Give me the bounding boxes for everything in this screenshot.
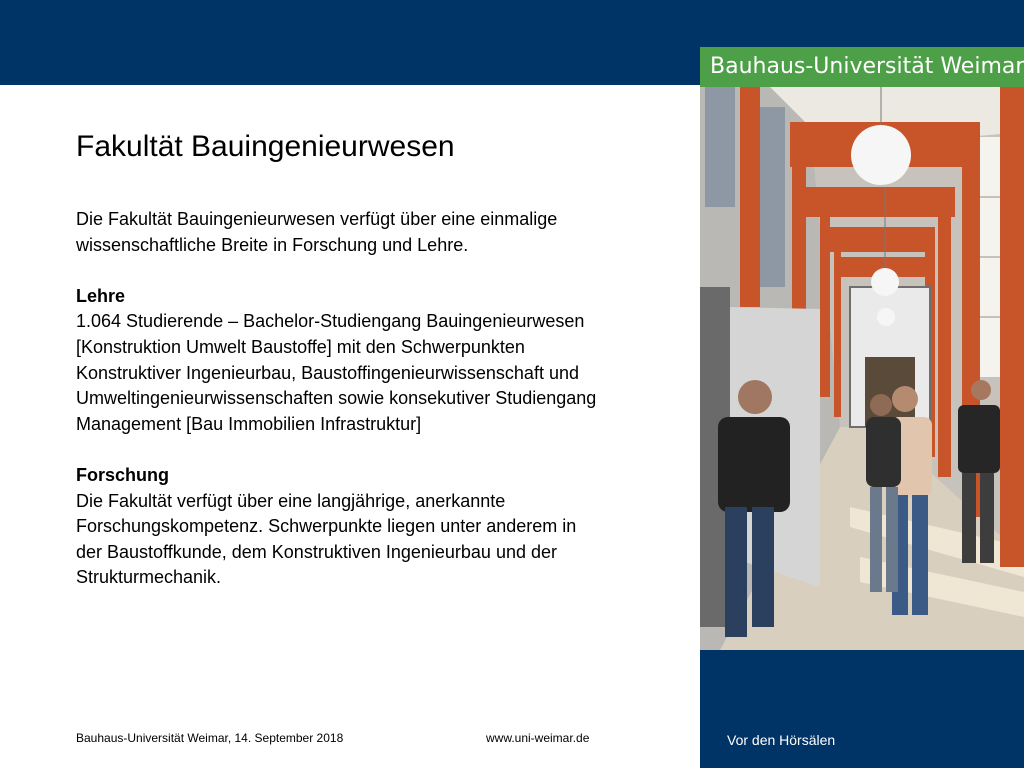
spacer bbox=[76, 437, 676, 463]
intro-line-1: Die Fakultät Bauingenieurwesen verfügt über eine einmalige bbox=[76, 209, 558, 229]
forschung-line: Forschungskompetenz. Schwerpunkte liegen unter anderem in bbox=[76, 516, 577, 537]
page-title: Fakultät Bauingenieurwesen bbox=[76, 130, 455, 163]
intro-line-2: wissenschaftliche Breite in Forschung und Lehre. bbox=[76, 234, 469, 255]
corridor-photo bbox=[700, 87, 1024, 650]
lehre-heading: Lehre bbox=[76, 285, 126, 306]
spacer bbox=[76, 258, 676, 284]
forschung-line: Strukturmechanik. bbox=[76, 567, 222, 588]
photo-caption: Vor den Hörsälen bbox=[727, 732, 836, 748]
forschung-heading: Forschung bbox=[76, 464, 169, 485]
lehre-line: 1.064 Studierende – Bachelor-Studiengang Bauingenieurwesen bbox=[76, 311, 585, 332]
corridor-illustration bbox=[700, 87, 1024, 650]
university-logo[interactable]: Bauhaus-Universität Weimar bbox=[700, 47, 1024, 87]
slide-body bbox=[76, 207, 676, 591]
lehre-line: Konstruktiver Ingenieurbau, Baustoffingenieurwissenschaft und bbox=[76, 362, 579, 383]
footer-source-date: Bauhaus-Universität Weimar, 14. September 2018 bbox=[76, 731, 344, 745]
photo-panel bbox=[700, 87, 1024, 768]
lehre-line: Umweltingenieurwissenschaften sowie konsekutiver Studiengang bbox=[76, 388, 597, 409]
lehre-line: Management [Bau Immobilien Infrastruktur] bbox=[76, 413, 422, 434]
forschung-line: der Baustoffkunde, dem Konstruktiven Ingenieurbau und der bbox=[76, 541, 557, 562]
lehre-line: [Konstruktion Umwelt Baustoffe] mit den Schwerpunkten bbox=[76, 336, 525, 357]
forschung-line: Die Fakultät verfügt über eine langjährige, anerkannte bbox=[76, 490, 506, 511]
footer-url-link[interactable]: www.uni-weimar.de bbox=[486, 731, 590, 745]
